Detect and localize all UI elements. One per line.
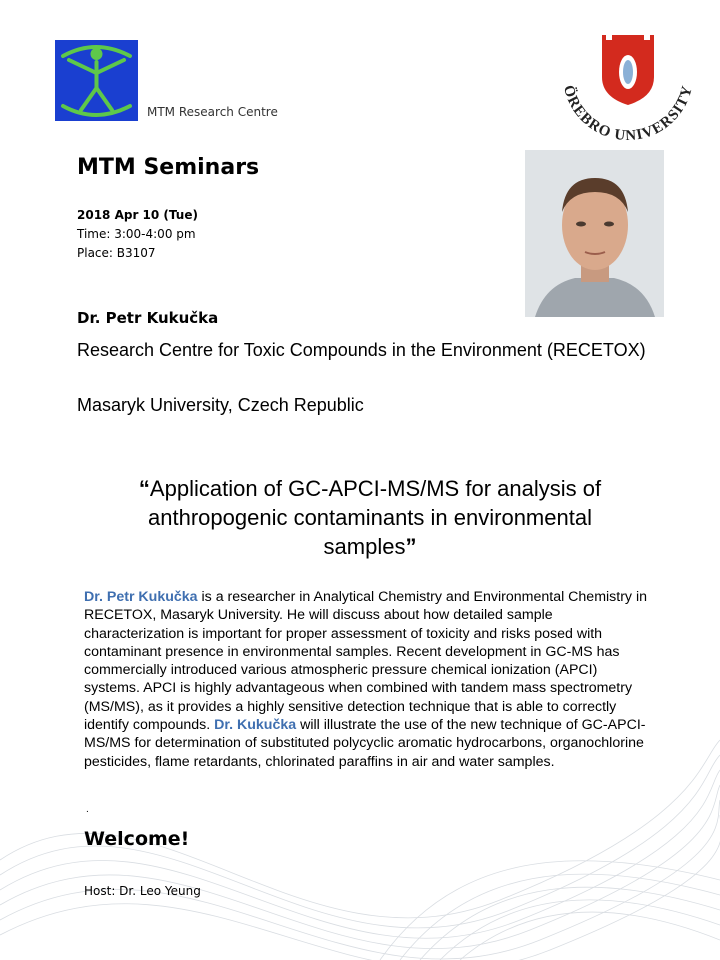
mtm-caption: MTM Research Centre — [147, 105, 278, 119]
event-place: Place: B3107 — [77, 246, 156, 260]
event-date: 2018 Apr 10 (Tue) — [77, 208, 198, 222]
portrait-image — [525, 150, 664, 317]
mtm-logo — [55, 40, 138, 121]
abstract-paragraph — [84, 588, 650, 771]
close-quote: ” — [405, 534, 417, 559]
university-seal-icon — [553, 35, 703, 140]
abstract-text-2: will illustrate the use of the new technique of GC-APCI-MS/MS for determination of substituted polycyclic aromatic hydrocarbons, organochlorine pesticides, flame retardants, chlorinated paraffins in air and water samples. — [84, 717, 646, 770]
event-time: Time: 3:00-4:00 pm — [77, 227, 196, 241]
speaker-affiliation: Research Centre for Toxic Compounds in the Environment (RECETOX) — [77, 340, 646, 360]
welcome-text: Welcome! — [84, 828, 190, 850]
human-figure-icon — [55, 40, 138, 121]
orebro-university-logo — [553, 35, 703, 140]
shield-icon — [602, 35, 654, 105]
seal-text: ÖREBRO UNIVERSITY — [559, 83, 697, 140]
talk-title — [100, 474, 640, 561]
separator-dot: . — [86, 804, 89, 815]
talk-title-text: Application of GC-APCI-MS/MS for analysis of anthropogenic contaminants in environmental samples — [148, 476, 602, 559]
host-text: Host: Dr. Leo Yeung — [84, 884, 201, 898]
speaker-university: Masaryk University, Czech Republic — [77, 395, 364, 415]
speaker-name: Dr. Petr Kukučka — [77, 309, 219, 327]
abstract-text-1: is a researcher in Analytical Chemistry and Environmental Chemistry in RECETOX, Masaryk University. He will discuss about how detailed sample characterization is important for proper assessment of toxicity and risks posed with contaminant presence in environmental samples. Recent development in GC-MS has commercially introduced various atmospheric pressure chemical ionization (APCI) systems. APCI is highly advantageous when combined with tandem mass spectrometry (MS/MS), as it provides a highly sensitive detection technique that is able to correctly identify compounds. — [84, 589, 648, 734]
open-quote: “ — [138, 476, 150, 501]
speaker-photo — [525, 150, 664, 317]
abstract-speaker-name: Dr. Petr Kukučka — [84, 589, 198, 605]
seminar-title: MTM Seminars — [77, 155, 260, 180]
abstract-speaker-name-2: Dr. Kukučka — [214, 717, 297, 734]
